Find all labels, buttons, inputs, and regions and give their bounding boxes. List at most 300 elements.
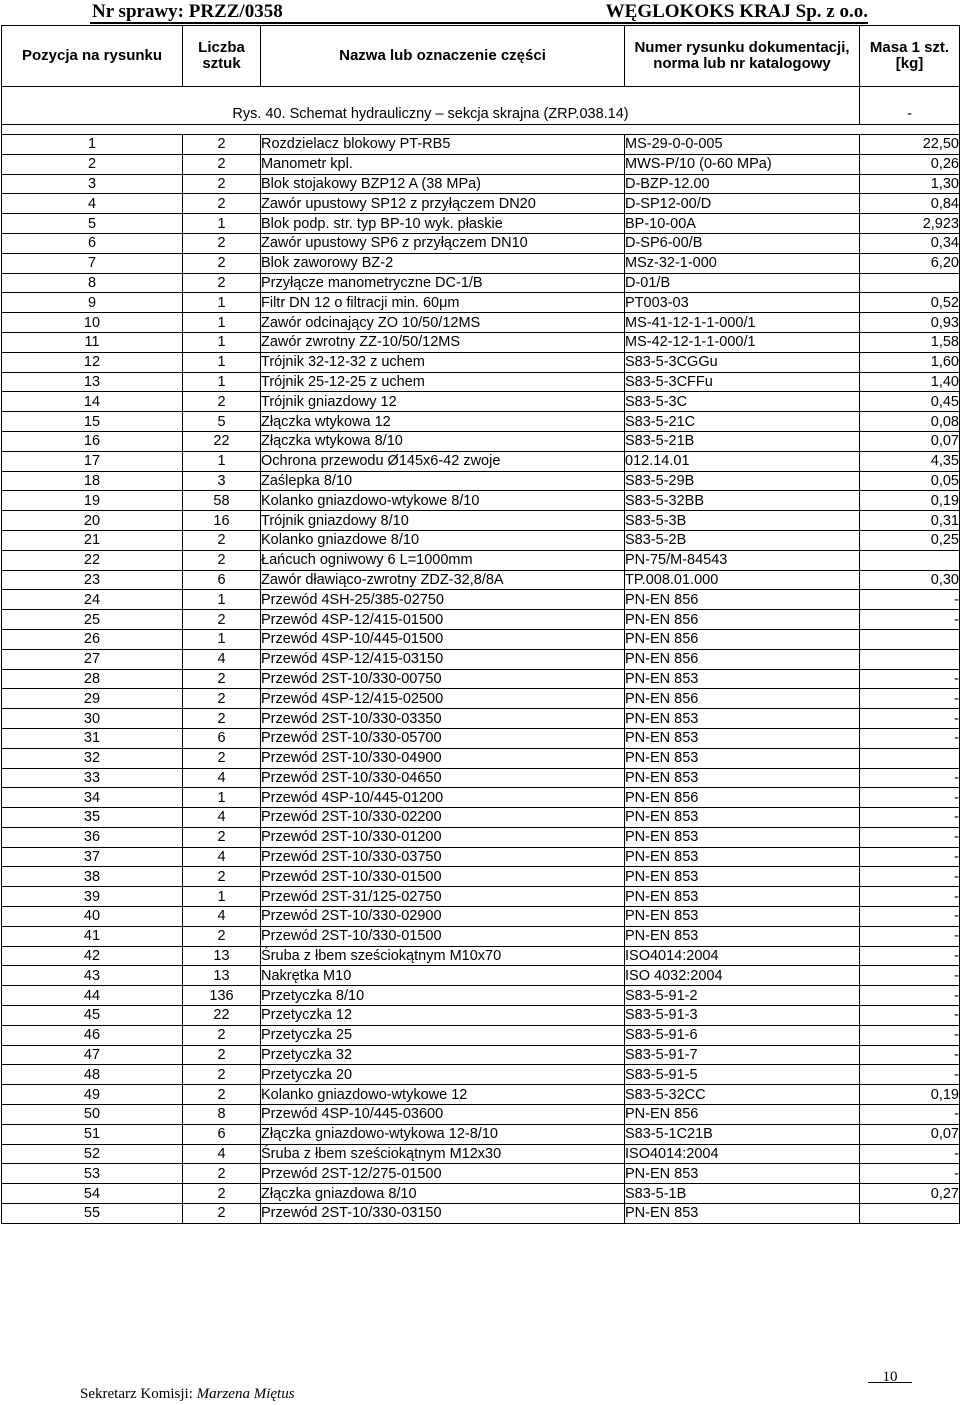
table-row bbox=[2, 491, 960, 511]
quantity-cell: 1 bbox=[183, 629, 261, 649]
position-cell: 12 bbox=[2, 352, 183, 372]
drawing-number-cell: S83-5-1B bbox=[625, 1184, 860, 1204]
mass-cell: - bbox=[860, 1006, 960, 1026]
table-row bbox=[2, 1204, 960, 1224]
quantity-cell: 2 bbox=[183, 867, 261, 887]
quantity-cell: 5 bbox=[183, 412, 261, 432]
mass-cell: 0,07 bbox=[860, 1124, 960, 1144]
quantity-cell: 2 bbox=[183, 1204, 261, 1224]
col-header-quantity: Liczba sztuk bbox=[183, 26, 261, 87]
drawing-number-cell: MSz-32-1-000 bbox=[625, 253, 860, 273]
part-name-cell: Śruba z łbem sześciokątnym M10x70 bbox=[261, 946, 625, 966]
part-name-cell: Złączka gniazdowa 8/10 bbox=[261, 1184, 625, 1204]
position-cell: 6 bbox=[2, 233, 183, 253]
mass-cell: 1,58 bbox=[860, 332, 960, 352]
drawing-number-cell: S83-5-91-5 bbox=[625, 1065, 860, 1085]
drawing-number-cell: PN-EN 853 bbox=[625, 926, 860, 946]
table-row bbox=[2, 253, 960, 273]
mass-cell: - bbox=[860, 867, 960, 887]
table-row bbox=[2, 1025, 960, 1045]
mass-cell: 0,34 bbox=[860, 233, 960, 253]
mass-cell: - bbox=[860, 966, 960, 986]
drawing-number-cell: S83-5-91-2 bbox=[625, 986, 860, 1006]
mass-cell: - bbox=[860, 827, 960, 847]
mass-cell: - bbox=[860, 1065, 960, 1085]
drawing-number-cell: ISO 4032:2004 bbox=[625, 966, 860, 986]
part-name-cell: Przewód 2ST-10/330-02200 bbox=[261, 808, 625, 828]
mass-cell: - bbox=[860, 669, 960, 689]
table-row bbox=[2, 1006, 960, 1026]
mass-cell bbox=[860, 649, 960, 669]
quantity-cell: 2 bbox=[183, 1045, 261, 1065]
table-row bbox=[2, 1144, 960, 1164]
mass-cell: - bbox=[860, 1045, 960, 1065]
part-name-cell: Przewód 2ST-10/330-04900 bbox=[261, 748, 625, 768]
part-name-cell: Przewód 2ST-10/330-03150 bbox=[261, 1204, 625, 1224]
drawing-number-cell: PN-EN 853 bbox=[625, 669, 860, 689]
mass-cell: 6,20 bbox=[860, 253, 960, 273]
part-name-cell: Przewód 4SP-12/415-02500 bbox=[261, 689, 625, 709]
part-name-cell: Przewód 2ST-12/275-01500 bbox=[261, 1164, 625, 1184]
drawing-number-cell: PN-EN 856 bbox=[625, 610, 860, 630]
position-cell: 46 bbox=[2, 1025, 183, 1045]
table-row bbox=[2, 550, 960, 570]
drawing-number-cell: PN-EN 853 bbox=[625, 768, 860, 788]
position-cell: 50 bbox=[2, 1105, 183, 1125]
part-name-cell: Trójnik 25-12-25 z uchem bbox=[261, 372, 625, 392]
quantity-cell: 1 bbox=[183, 590, 261, 610]
position-cell: 54 bbox=[2, 1184, 183, 1204]
part-name-cell: Przetyczka 32 bbox=[261, 1045, 625, 1065]
part-name-cell: Przetyczka 8/10 bbox=[261, 986, 625, 1006]
quantity-cell: 4 bbox=[183, 808, 261, 828]
table-row bbox=[2, 610, 960, 630]
table-row bbox=[2, 926, 960, 946]
mass-cell: 0,52 bbox=[860, 293, 960, 313]
table-row bbox=[2, 451, 960, 471]
col-header-drawing-number: Numer rysunku dokumentacji, norma lub nr katalogowy bbox=[625, 26, 860, 87]
drawing-number-cell: PN-EN 853 bbox=[625, 847, 860, 867]
mass-cell: 1,60 bbox=[860, 352, 960, 372]
mass-cell: 2,923 bbox=[860, 214, 960, 234]
quantity-cell: 16 bbox=[183, 511, 261, 531]
drawing-number-cell: PN-EN 853 bbox=[625, 907, 860, 927]
table-row bbox=[2, 1065, 960, 1085]
quantity-cell: 13 bbox=[183, 966, 261, 986]
position-cell: 30 bbox=[2, 709, 183, 729]
position-cell: 11 bbox=[2, 332, 183, 352]
part-name-cell: Manometr kpl. bbox=[261, 154, 625, 174]
part-name-cell: Kolanko gniazdowe 8/10 bbox=[261, 530, 625, 550]
position-cell: 53 bbox=[2, 1164, 183, 1184]
drawing-number-cell: TP.008.01.000 bbox=[625, 570, 860, 590]
mass-cell: - bbox=[860, 1144, 960, 1164]
drawing-number-cell: PN-EN 853 bbox=[625, 709, 860, 729]
part-name-cell: Przewód 4SP-10/445-01200 bbox=[261, 788, 625, 808]
table-row bbox=[2, 431, 960, 451]
drawing-number-cell: S83-5-21B bbox=[625, 431, 860, 451]
drawing-number-cell: S83-5-91-6 bbox=[625, 1025, 860, 1045]
table-row bbox=[2, 590, 960, 610]
table-row bbox=[2, 174, 960, 194]
part-name-cell: Rozdzielacz blokowy PT-RB5 bbox=[261, 135, 625, 155]
quantity-cell: 6 bbox=[183, 1124, 261, 1144]
mass-cell: 1,40 bbox=[860, 372, 960, 392]
drawing-number-cell: S83-5-32BB bbox=[625, 491, 860, 511]
drawing-number-cell: PN-EN 856 bbox=[625, 1105, 860, 1125]
table-row bbox=[2, 313, 960, 333]
quantity-cell: 2 bbox=[183, 233, 261, 253]
drawing-number-cell: PN-EN 856 bbox=[625, 649, 860, 669]
mass-cell: 0,25 bbox=[860, 530, 960, 550]
quantity-cell: 4 bbox=[183, 768, 261, 788]
drawing-number-cell: PN-EN 856 bbox=[625, 629, 860, 649]
drawing-number-cell: PN-EN 853 bbox=[625, 808, 860, 828]
table-header-row bbox=[2, 26, 960, 87]
table-row bbox=[2, 273, 960, 293]
part-name-cell: Zawór zwrotny ZZ-10/50/12MS bbox=[261, 332, 625, 352]
quantity-cell: 2 bbox=[183, 273, 261, 293]
table-row bbox=[2, 332, 960, 352]
position-cell: 48 bbox=[2, 1065, 183, 1085]
part-name-cell: Złączka wtykowa 8/10 bbox=[261, 431, 625, 451]
mass-cell: 0,26 bbox=[860, 154, 960, 174]
part-name-cell: Zawór upustowy SP6 z przyłączem DN10 bbox=[261, 233, 625, 253]
mass-cell: 0,19 bbox=[860, 491, 960, 511]
drawing-number-cell: PN-75/M-84543 bbox=[625, 550, 860, 570]
secretary-label: Sekretarz Komisji: bbox=[80, 1386, 193, 1402]
drawing-number-cell: S83-5-1C21B bbox=[625, 1124, 860, 1144]
quantity-cell: 2 bbox=[183, 392, 261, 412]
drawing-number-cell: D-SP12-00/D bbox=[625, 194, 860, 214]
position-cell: 42 bbox=[2, 946, 183, 966]
quantity-cell: 8 bbox=[183, 1105, 261, 1125]
drawing-number-cell: S83-5-3B bbox=[625, 511, 860, 531]
table-row bbox=[2, 629, 960, 649]
quantity-cell: 4 bbox=[183, 907, 261, 927]
part-name-cell: Przyłącze manometryczne DC-1/B bbox=[261, 273, 625, 293]
footer-secretary bbox=[80, 1386, 295, 1403]
table-row bbox=[2, 412, 960, 432]
table-row bbox=[2, 194, 960, 214]
col-header-part-name: Nazwa lub oznaczenie części bbox=[261, 26, 625, 87]
table-row bbox=[2, 887, 960, 907]
drawing-number-cell: PN-EN 853 bbox=[625, 1164, 860, 1184]
part-name-cell: Zaślepka 8/10 bbox=[261, 471, 625, 491]
drawing-number-cell: D-SP6-00/B bbox=[625, 233, 860, 253]
quantity-cell: 4 bbox=[183, 847, 261, 867]
mass-cell: 0,45 bbox=[860, 392, 960, 412]
position-cell: 20 bbox=[2, 511, 183, 531]
part-name-cell: Blok podp. str. typ BP-10 wyk. płaskie bbox=[261, 214, 625, 234]
position-cell: 19 bbox=[2, 491, 183, 511]
position-cell: 31 bbox=[2, 728, 183, 748]
table-row bbox=[2, 689, 960, 709]
drawing-number-cell: S83-5-21C bbox=[625, 412, 860, 432]
page-number: 10 bbox=[868, 1360, 912, 1383]
table-row bbox=[2, 649, 960, 669]
table-row bbox=[2, 471, 960, 491]
quantity-cell: 13 bbox=[183, 946, 261, 966]
quantity-cell: 2 bbox=[183, 1065, 261, 1085]
position-cell: 38 bbox=[2, 867, 183, 887]
position-cell: 2 bbox=[2, 154, 183, 174]
drawing-number-cell: ISO4014:2004 bbox=[625, 1144, 860, 1164]
position-cell: 45 bbox=[2, 1006, 183, 1026]
quantity-cell: 1 bbox=[183, 887, 261, 907]
table-row bbox=[2, 986, 960, 1006]
part-name-cell: Przewód 4SP-10/445-01500 bbox=[261, 629, 625, 649]
position-cell: 55 bbox=[2, 1204, 183, 1224]
position-cell: 9 bbox=[2, 293, 183, 313]
drawing-number-cell: BP-10-00A bbox=[625, 214, 860, 234]
quantity-cell: 2 bbox=[183, 253, 261, 273]
position-cell: 44 bbox=[2, 986, 183, 1006]
position-cell: 52 bbox=[2, 1144, 183, 1164]
quantity-cell: 2 bbox=[183, 194, 261, 214]
drawing-number-cell: S83-5-91-3 bbox=[625, 1006, 860, 1026]
position-cell: 43 bbox=[2, 966, 183, 986]
quantity-cell: 2 bbox=[183, 748, 261, 768]
part-name-cell: Przewód 2ST-31/125-02750 bbox=[261, 887, 625, 907]
table-row bbox=[2, 214, 960, 234]
table-row bbox=[2, 867, 960, 887]
table-row bbox=[2, 233, 960, 253]
table-row bbox=[2, 966, 960, 986]
position-cell: 41 bbox=[2, 926, 183, 946]
table-row bbox=[2, 1164, 960, 1184]
table-row bbox=[2, 1184, 960, 1204]
table-row bbox=[2, 946, 960, 966]
table-row bbox=[2, 570, 960, 590]
mass-cell bbox=[860, 273, 960, 293]
position-cell: 36 bbox=[2, 827, 183, 847]
quantity-cell: 2 bbox=[183, 135, 261, 155]
drawing-number-cell: MS-42-12-1-1-000/1 bbox=[625, 332, 860, 352]
position-cell: 29 bbox=[2, 689, 183, 709]
drawing-number-cell: PT003-03 bbox=[625, 293, 860, 313]
drawing-number-cell: S83-5-91-7 bbox=[625, 1045, 860, 1065]
mass-cell: - bbox=[860, 1164, 960, 1184]
quantity-cell: 2 bbox=[183, 1184, 261, 1204]
quantity-cell: 2 bbox=[183, 1025, 261, 1045]
part-name-cell: Przewód 2ST-10/330-03750 bbox=[261, 847, 625, 867]
table-row bbox=[2, 392, 960, 412]
quantity-cell: 3 bbox=[183, 471, 261, 491]
position-cell: 4 bbox=[2, 194, 183, 214]
mass-cell: - bbox=[860, 728, 960, 748]
part-name-cell: Łańcuch ogniwowy 6 L=1000mm bbox=[261, 550, 625, 570]
mass-cell: - bbox=[860, 946, 960, 966]
position-cell: 10 bbox=[2, 313, 183, 333]
part-name-cell: Filtr DN 12 o filtracji min. 60μm bbox=[261, 293, 625, 313]
position-cell: 33 bbox=[2, 768, 183, 788]
table-row bbox=[2, 827, 960, 847]
drawing-number-cell: PN-EN 856 bbox=[625, 689, 860, 709]
quantity-cell: 1 bbox=[183, 788, 261, 808]
position-cell: 26 bbox=[2, 629, 183, 649]
table-row bbox=[2, 511, 960, 531]
col-header-mass: Masa 1 szt. [kg] bbox=[860, 26, 960, 87]
section-mass: - bbox=[860, 87, 960, 125]
mass-cell bbox=[860, 629, 960, 649]
part-name-cell: Zawór dławiąco-zwrotny ZDZ-32,8/8A bbox=[261, 570, 625, 590]
mass-cell: - bbox=[860, 788, 960, 808]
quantity-cell: 1 bbox=[183, 451, 261, 471]
quantity-cell: 1 bbox=[183, 372, 261, 392]
quantity-cell: 2 bbox=[183, 550, 261, 570]
secretary-name: Marzena Miętus bbox=[196, 1386, 295, 1402]
position-cell: 17 bbox=[2, 451, 183, 471]
drawing-number-cell: 012.14.01 bbox=[625, 451, 860, 471]
part-name-cell: Przewód 4SP-10/445-03600 bbox=[261, 1105, 625, 1125]
mass-cell: 1,30 bbox=[860, 174, 960, 194]
drawing-number-cell: D-01/B bbox=[625, 273, 860, 293]
drawing-number-cell: MS-41-12-1-1-000/1 bbox=[625, 313, 860, 333]
part-name-cell: Kolanko gniazdowo-wtykowe 8/10 bbox=[261, 491, 625, 511]
quantity-cell: 2 bbox=[183, 926, 261, 946]
position-cell: 16 bbox=[2, 431, 183, 451]
quantity-cell: 136 bbox=[183, 986, 261, 1006]
quantity-cell: 2 bbox=[183, 154, 261, 174]
mass-cell: - bbox=[860, 689, 960, 709]
mass-cell: - bbox=[860, 590, 960, 610]
part-name-cell: Złączka wtykowa 12 bbox=[261, 412, 625, 432]
mass-cell: - bbox=[860, 986, 960, 1006]
position-cell: 5 bbox=[2, 214, 183, 234]
position-cell: 40 bbox=[2, 907, 183, 927]
quantity-cell: 6 bbox=[183, 728, 261, 748]
table-row bbox=[2, 669, 960, 689]
quantity-cell: 58 bbox=[183, 491, 261, 511]
position-cell: 35 bbox=[2, 808, 183, 828]
part-name-cell: Przewód 2ST-10/330-05700 bbox=[261, 728, 625, 748]
table-row bbox=[2, 808, 960, 828]
part-name-cell: Zawór upustowy SP12 z przyłączem DN20 bbox=[261, 194, 625, 214]
quantity-cell: 2 bbox=[183, 1085, 261, 1105]
position-cell: 13 bbox=[2, 372, 183, 392]
part-name-cell: Przewód 4SP-12/415-03150 bbox=[261, 649, 625, 669]
quantity-cell: 4 bbox=[183, 1144, 261, 1164]
part-name-cell: Przetyczka 12 bbox=[261, 1006, 625, 1026]
mass-cell: 0,05 bbox=[860, 471, 960, 491]
drawing-number-cell: S83-5-3CFFu bbox=[625, 372, 860, 392]
drawing-number-cell: S83-5-29B bbox=[625, 471, 860, 491]
table-row bbox=[2, 788, 960, 808]
table-row bbox=[2, 293, 960, 313]
table-body bbox=[2, 87, 960, 1224]
drawing-number-cell: MWS-P/10 (0-60 MPa) bbox=[625, 154, 860, 174]
quantity-cell: 2 bbox=[183, 174, 261, 194]
drawing-number-cell: MS-29-0-0-005 bbox=[625, 135, 860, 155]
part-name-cell: Przewód 4SP-12/415-01500 bbox=[261, 610, 625, 630]
mass-cell: - bbox=[860, 847, 960, 867]
part-name-cell: Przewód 2ST-10/330-01500 bbox=[261, 867, 625, 887]
drawing-number-cell: PN-EN 853 bbox=[625, 887, 860, 907]
table-row bbox=[2, 1045, 960, 1065]
part-name-cell: Nakrętka M10 bbox=[261, 966, 625, 986]
position-cell: 49 bbox=[2, 1085, 183, 1105]
table-row bbox=[2, 530, 960, 550]
position-cell: 25 bbox=[2, 610, 183, 630]
mass-cell: 22,50 bbox=[860, 135, 960, 155]
spacer-row bbox=[2, 125, 960, 135]
mass-cell: 0,19 bbox=[860, 1085, 960, 1105]
drawing-number-cell: S83-5-3C bbox=[625, 392, 860, 412]
drawing-number-cell: S83-5-32CC bbox=[625, 1085, 860, 1105]
position-cell: 1 bbox=[2, 135, 183, 155]
mass-cell: - bbox=[860, 768, 960, 788]
part-name-cell: Trójnik 32-12-32 z uchem bbox=[261, 352, 625, 372]
mass-cell: - bbox=[860, 926, 960, 946]
mass-cell: 4,35 bbox=[860, 451, 960, 471]
position-cell: 51 bbox=[2, 1124, 183, 1144]
section-row bbox=[2, 87, 960, 125]
part-name-cell: Trójnik gniazdowy 8/10 bbox=[261, 511, 625, 531]
drawing-number-cell: D-BZP-12.00 bbox=[625, 174, 860, 194]
position-cell: 23 bbox=[2, 570, 183, 590]
mass-cell: 0,30 bbox=[860, 570, 960, 590]
quantity-cell: 1 bbox=[183, 293, 261, 313]
part-name-cell: Śruba z łbem sześciokątnym M12x30 bbox=[261, 1144, 625, 1164]
part-name-cell: Blok stojakowy BZP12 A (38 MPa) bbox=[261, 174, 625, 194]
part-name-cell: Przewód 2ST-10/330-04650 bbox=[261, 768, 625, 788]
position-cell: 32 bbox=[2, 748, 183, 768]
part-name-cell: Przetyczka 25 bbox=[261, 1025, 625, 1045]
mass-cell: - bbox=[860, 709, 960, 729]
mass-cell: 0,27 bbox=[860, 1184, 960, 1204]
part-name-cell: Zawór odcinający ZO 10/50/12MS bbox=[261, 313, 625, 333]
position-cell: 39 bbox=[2, 887, 183, 907]
part-name-cell: Przewód 2ST-10/330-01500 bbox=[261, 926, 625, 946]
table-row bbox=[2, 372, 960, 392]
drawing-number-cell: PN-EN 856 bbox=[625, 590, 860, 610]
drawing-number-cell: PN-EN 856 bbox=[625, 788, 860, 808]
position-cell: 14 bbox=[2, 392, 183, 412]
table-row bbox=[2, 748, 960, 768]
mass-cell: - bbox=[860, 907, 960, 927]
quantity-cell: 6 bbox=[183, 570, 261, 590]
company-name: WĘGLOKOKS KRAJ Sp. z o.o. bbox=[605, 1, 868, 22]
quantity-cell: 2 bbox=[183, 610, 261, 630]
quantity-cell: 22 bbox=[183, 1006, 261, 1026]
position-cell: 27 bbox=[2, 649, 183, 669]
part-name-cell: Przewód 2ST-10/330-03350 bbox=[261, 709, 625, 729]
drawing-number-cell: S83-5-2B bbox=[625, 530, 860, 550]
drawing-number-cell: S83-5-3CGGu bbox=[625, 352, 860, 372]
table-row bbox=[2, 154, 960, 174]
quantity-cell: 2 bbox=[183, 669, 261, 689]
drawing-number-cell: PN-EN 853 bbox=[625, 867, 860, 887]
parts-table bbox=[1, 25, 960, 1224]
mass-cell: 0,07 bbox=[860, 431, 960, 451]
table-row bbox=[2, 709, 960, 729]
mass-cell: - bbox=[860, 610, 960, 630]
section-title: Rys. 40. Schemat hydrauliczny – sekcja skrajna (ZRP.038.14) bbox=[2, 87, 860, 125]
part-name-cell: Przewód 2ST-10/330-02900 bbox=[261, 907, 625, 927]
drawing-number-cell: PN-EN 853 bbox=[625, 827, 860, 847]
part-name-cell: Trójnik gniazdowy 12 bbox=[261, 392, 625, 412]
position-cell: 7 bbox=[2, 253, 183, 273]
table-row bbox=[2, 352, 960, 372]
quantity-cell: 2 bbox=[183, 827, 261, 847]
position-cell: 22 bbox=[2, 550, 183, 570]
quantity-cell: 1 bbox=[183, 332, 261, 352]
part-name-cell: Przewód 4SH-25/385-02750 bbox=[261, 590, 625, 610]
part-name-cell: Ochrona przewodu Ø145x6-42 zwoje bbox=[261, 451, 625, 471]
part-name-cell: Przewód 2ST-10/330-01200 bbox=[261, 827, 625, 847]
page-header bbox=[90, 0, 868, 24]
